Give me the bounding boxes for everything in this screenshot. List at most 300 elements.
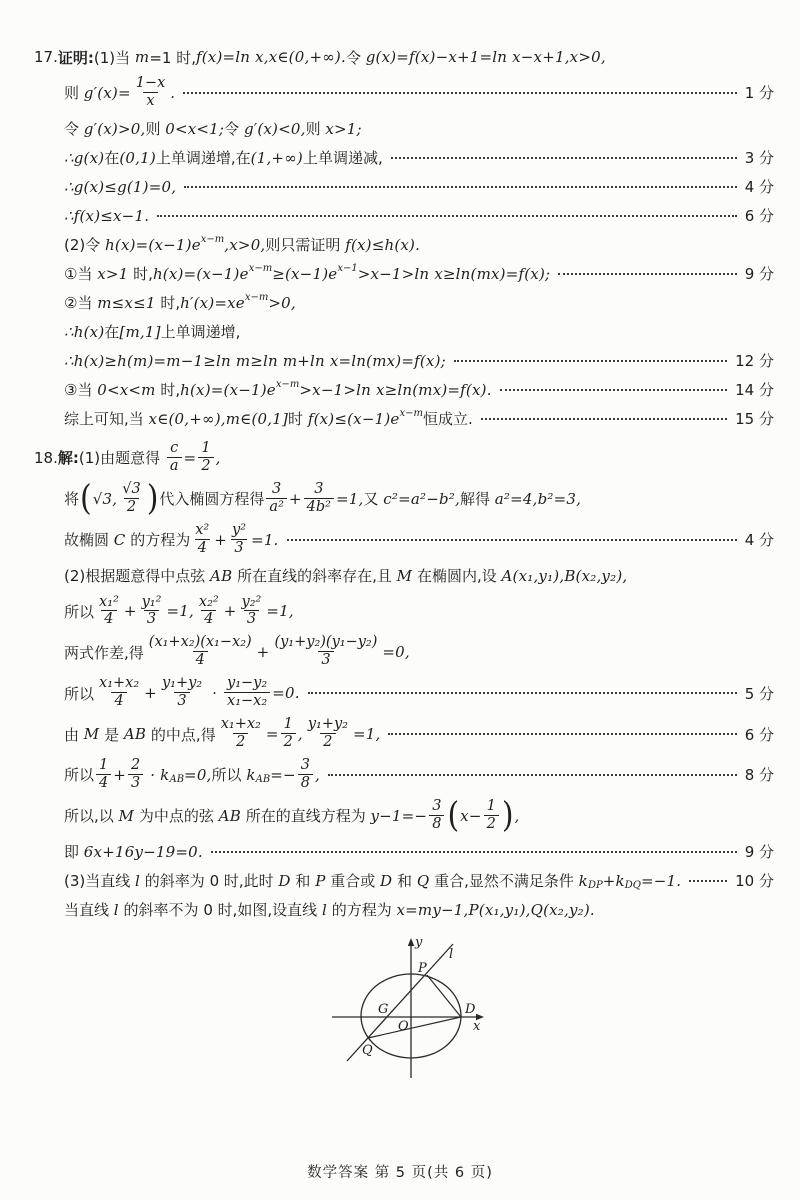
math-run: , bbox=[215, 448, 221, 467]
label-D: D bbox=[465, 1001, 476, 1017]
fraction-numerator: 3 bbox=[314, 480, 324, 497]
fraction bbox=[146, 635, 255, 669]
text-run: 恒成立. bbox=[422, 410, 473, 429]
solution-line bbox=[34, 117, 774, 141]
text-run: 将 bbox=[64, 490, 80, 509]
text-run: 是 bbox=[99, 725, 124, 744]
text-run: 又 bbox=[363, 490, 384, 509]
math-run: 6x+16y−19=0. bbox=[83, 842, 203, 861]
math-run: + bbox=[288, 489, 302, 508]
math-run: =1, bbox=[336, 489, 364, 508]
math-run: + bbox=[113, 765, 127, 784]
text-run: (1)由题意得 bbox=[78, 449, 165, 468]
math-run: =1, bbox=[166, 602, 194, 621]
fraction-denominator: 4 bbox=[201, 610, 216, 628]
math-run: D bbox=[278, 871, 291, 890]
fraction bbox=[96, 758, 111, 792]
fraction bbox=[239, 595, 265, 629]
math-run: m≤x≤1 bbox=[97, 293, 156, 312]
fraction bbox=[167, 441, 182, 475]
big-paren: ) bbox=[501, 795, 514, 836]
text-run: 所以 bbox=[64, 684, 95, 703]
text-run: 所在直线的斜率存在,且 bbox=[232, 567, 397, 585]
fraction-denominator: 3 bbox=[144, 610, 159, 628]
score-mark: 6 分 bbox=[744, 207, 774, 226]
dotted-leader bbox=[481, 418, 727, 420]
math-run: P bbox=[315, 871, 326, 890]
dotted-leader bbox=[211, 851, 737, 853]
math-run: x>1 bbox=[97, 264, 129, 283]
fraction bbox=[218, 717, 264, 751]
bold-label: 解: bbox=[57, 449, 79, 468]
fraction-numerator: x₁+x₂ bbox=[99, 675, 140, 692]
fraction-numerator: y² bbox=[232, 521, 247, 538]
text-run: 令 bbox=[345, 48, 366, 67]
text-run: 时, bbox=[155, 381, 181, 400]
math-run: (0,1) bbox=[119, 148, 156, 167]
score-mark: 1 分 bbox=[744, 84, 774, 103]
fraction-numerator: x₁² bbox=[99, 593, 119, 610]
math-run: l bbox=[135, 871, 141, 890]
text-run: (3)当直线 bbox=[64, 872, 136, 891]
math-run: (1,+∞) bbox=[250, 148, 303, 167]
bold-label: 证明: bbox=[57, 48, 94, 67]
fraction bbox=[139, 595, 165, 629]
text-run: 所以 bbox=[64, 602, 95, 621]
problem-17 bbox=[34, 45, 774, 431]
solution-line bbox=[34, 204, 774, 228]
math-run: + bbox=[123, 602, 137, 621]
dotted-leader bbox=[183, 92, 736, 94]
fraction-denominator: a bbox=[167, 457, 182, 475]
math-run: =1. bbox=[251, 530, 279, 549]
fraction-numerator: (x₁+x₂)(x₁−x₂) bbox=[148, 634, 252, 651]
math-run: =0, bbox=[184, 765, 212, 784]
dotted-leader bbox=[388, 733, 736, 735]
math-run: [m,1] bbox=[119, 322, 161, 341]
math-run: ∴h(x) bbox=[64, 322, 105, 341]
fraction bbox=[266, 482, 286, 516]
math-run: =0. bbox=[272, 684, 300, 703]
text-run: 上单调递减, bbox=[302, 149, 383, 168]
text-run: 则只需证明 bbox=[265, 236, 346, 255]
math-run: g(x)=f(x)−x+1=ln x−x+1,x>0, bbox=[365, 48, 606, 66]
dotted-leader bbox=[328, 774, 737, 776]
fraction-denominator: 8 bbox=[429, 815, 444, 833]
superscript: x−m bbox=[244, 292, 269, 304]
fraction bbox=[128, 758, 143, 792]
math-run: M bbox=[83, 725, 100, 744]
text-run: 代入椭圆方程得 bbox=[159, 490, 265, 509]
fraction bbox=[119, 482, 143, 516]
ellipse-diagram-svg bbox=[314, 932, 494, 1082]
math-run: AB bbox=[218, 806, 241, 825]
solution-line bbox=[34, 441, 774, 475]
math-run: AB bbox=[123, 725, 147, 744]
math-run: + bbox=[214, 530, 228, 549]
fraction-numerator: 3 bbox=[272, 480, 282, 497]
segment-DP bbox=[427, 975, 461, 1017]
text-run: 上单调递增,在 bbox=[155, 149, 251, 168]
math-run: k bbox=[578, 871, 588, 890]
math-run: h(x)=(x−1)e bbox=[180, 380, 276, 399]
math-run: ∴f(x)≤x−1. bbox=[64, 206, 150, 225]
text-run: 的方程为 bbox=[125, 531, 191, 550]
math-run: x− bbox=[460, 806, 482, 825]
score-mark: 3 分 bbox=[744, 149, 774, 168]
text-run: ②当 bbox=[64, 294, 98, 313]
math-run: =0, bbox=[382, 643, 410, 662]
solution-line bbox=[34, 291, 774, 315]
math-run: ∴h(x)≥h(m)=m−1≥ln m≥ln m+ln x=ln(mx)=f(x); bbox=[64, 351, 446, 370]
solution-line bbox=[34, 175, 774, 199]
fraction-denominator: 2 bbox=[281, 733, 296, 751]
math-run: M bbox=[396, 566, 413, 585]
fraction-numerator: √3 bbox=[122, 480, 141, 497]
fraction-numerator: x₁+x₂ bbox=[220, 716, 261, 733]
fraction-denominator: 4 bbox=[101, 610, 116, 628]
fraction bbox=[429, 799, 444, 833]
solution-line bbox=[34, 595, 774, 629]
text-run: 即 bbox=[64, 843, 84, 862]
math-run: AB bbox=[210, 566, 233, 585]
text-run: 故椭圆 bbox=[64, 531, 114, 550]
solution-line bbox=[34, 795, 774, 836]
dotted-leader bbox=[157, 215, 737, 217]
math-run: g′(x)<0, bbox=[243, 119, 306, 138]
math-run: >x−1>ln x≥ln(mx)=f(x); bbox=[357, 264, 551, 283]
fraction-numerator: 3 bbox=[300, 757, 310, 773]
fraction-denominator: 3 bbox=[174, 692, 189, 710]
math-run: . bbox=[170, 83, 176, 102]
math-run: , bbox=[297, 725, 303, 744]
text-run: 17. bbox=[34, 48, 58, 66]
score-mark: 10 分 bbox=[735, 872, 774, 891]
fraction-denominator: 2 bbox=[320, 733, 335, 751]
text-run: =1 时, bbox=[149, 48, 196, 67]
solution-line bbox=[34, 233, 774, 257]
subscript: AB bbox=[169, 773, 185, 785]
math-run: Q bbox=[416, 871, 430, 890]
fraction-numerator: 1 bbox=[201, 439, 211, 456]
ellipse-figure bbox=[34, 932, 774, 1082]
text-run: 为中点的弦 bbox=[134, 807, 219, 826]
math-run: x>1; bbox=[325, 119, 362, 138]
subscript: AB bbox=[255, 773, 271, 785]
dotted-leader bbox=[500, 389, 727, 391]
math-run: = bbox=[183, 448, 197, 467]
math-run: 0<x<1; bbox=[165, 119, 225, 138]
text-run: (2)令 bbox=[64, 236, 106, 255]
math-run: = bbox=[265, 725, 279, 744]
math-run: ∴g(x)≤g(1)=0, bbox=[64, 177, 177, 196]
fraction-numerator: 1 bbox=[283, 716, 293, 733]
big-paren: ( bbox=[80, 477, 92, 519]
y-axis-arrow-icon bbox=[408, 938, 414, 946]
superscript: x−1 bbox=[337, 263, 358, 275]
text-run: 所以,以 bbox=[64, 807, 119, 826]
fraction-denominator: 4 bbox=[96, 774, 111, 792]
text-run: 由 bbox=[64, 725, 84, 744]
text-run: 令 bbox=[224, 120, 244, 139]
fraction-denominator: 4 bbox=[111, 692, 126, 710]
fraction-denominator: 2 bbox=[198, 457, 213, 475]
math-run: f(x)≤(x−1)e bbox=[307, 409, 400, 428]
fraction bbox=[198, 441, 213, 475]
text-run: 则 bbox=[64, 84, 84, 103]
solution-line bbox=[34, 840, 774, 864]
math-run: x∈(0,+∞),m∈(0,1] bbox=[148, 409, 289, 428]
subscript: DQ bbox=[624, 879, 641, 891]
text-run: 上单调递增, bbox=[160, 323, 241, 342]
problem-18 bbox=[34, 441, 774, 922]
text-run: 重合或 bbox=[325, 872, 381, 891]
math-run: h′(x)=xe bbox=[180, 293, 245, 312]
math-run: >x−1>ln x≥ln(mx)=f(x). bbox=[299, 380, 492, 399]
label-Q: Q bbox=[362, 1042, 373, 1058]
math-run: k bbox=[246, 765, 256, 784]
math-run: + bbox=[256, 643, 270, 662]
text-run: 所在的直线方程为 bbox=[240, 807, 371, 826]
dotted-leader bbox=[391, 157, 737, 159]
solution-line bbox=[34, 717, 774, 751]
math-run: g′(x)>0, bbox=[83, 119, 146, 138]
fraction bbox=[281, 717, 296, 751]
label-l: l bbox=[449, 946, 454, 962]
math-run: h(x)=(x−1)e bbox=[105, 235, 201, 254]
text-run: ①当 bbox=[64, 265, 98, 284]
solution-line bbox=[34, 45, 774, 69]
text-run: 18. bbox=[34, 448, 58, 467]
fraction-numerator: c bbox=[170, 439, 179, 456]
math-run: l bbox=[113, 900, 119, 919]
dotted-leader bbox=[689, 880, 727, 882]
math-run: f(x)=ln x,x∈(0,+∞). bbox=[195, 48, 346, 66]
math-run: · k bbox=[145, 765, 170, 784]
fraction-numerator: 1−x bbox=[135, 75, 166, 91]
superscript: x−m bbox=[275, 379, 300, 391]
text-run: 则 bbox=[305, 120, 326, 139]
fraction bbox=[298, 758, 313, 792]
fraction-denominator: 8 bbox=[298, 774, 313, 792]
superscript: x−m bbox=[200, 234, 225, 246]
text-run: 两式作差,得 bbox=[64, 643, 144, 662]
text-run: 重合,显然不满足条件 bbox=[429, 872, 579, 891]
fraction bbox=[484, 799, 499, 833]
math-run: 0<x<m bbox=[97, 380, 156, 399]
fraction-denominator: x bbox=[143, 92, 157, 110]
fraction-denominator: 3 bbox=[231, 539, 246, 557]
math-run: , bbox=[514, 806, 520, 825]
solution-line bbox=[34, 635, 774, 669]
text-run: 当直线 bbox=[64, 901, 114, 920]
solution-line bbox=[34, 477, 774, 519]
score-mark: 12 分 bbox=[735, 352, 774, 371]
fraction-denominator: x₁−x₂ bbox=[224, 692, 270, 710]
text-run: 所以 bbox=[211, 766, 247, 785]
fraction-denominator: 2 bbox=[233, 733, 248, 751]
big-paren: ) bbox=[146, 477, 159, 519]
fraction-numerator: x₂² bbox=[198, 593, 219, 610]
label-x: x bbox=[473, 1018, 481, 1034]
solution-line bbox=[34, 898, 774, 922]
fraction-numerator: y₁+y₂ bbox=[161, 675, 203, 692]
math-run: + bbox=[223, 602, 237, 621]
text-run: 和 bbox=[290, 872, 316, 891]
score-mark: 15 分 bbox=[735, 410, 774, 429]
score-mark: 9 分 bbox=[744, 265, 774, 284]
fraction bbox=[224, 676, 270, 710]
solution-line bbox=[34, 349, 774, 373]
page-footer: 数学答案 第 5 页(共 6 页) bbox=[307, 1165, 493, 1181]
text-run: 时, bbox=[155, 294, 181, 313]
superscript: x−m bbox=[248, 263, 273, 275]
subscript: DP bbox=[587, 879, 603, 891]
math-run: +k bbox=[602, 871, 625, 890]
solution-line bbox=[34, 146, 774, 170]
label-O: O bbox=[398, 1018, 409, 1034]
score-mark: 14 分 bbox=[735, 381, 774, 400]
fraction-numerator: y₁+y₂ bbox=[307, 716, 348, 733]
fraction-numerator: 1 bbox=[99, 757, 109, 773]
fraction-denominator: 4b² bbox=[304, 498, 334, 516]
text-run: 在椭圆内,设 bbox=[412, 567, 502, 585]
math-run: =1, bbox=[266, 602, 294, 621]
math-run: x=my−1,P(x₁,y₁),Q(x₂,y₂). bbox=[396, 900, 595, 919]
solution-line bbox=[34, 869, 774, 893]
text-run: 的方程为 bbox=[326, 901, 397, 920]
text-run: ③当 bbox=[64, 381, 98, 400]
text-run: 时, bbox=[128, 265, 153, 284]
score-mark: 6 分 bbox=[744, 725, 774, 744]
superscript: x−m bbox=[399, 408, 423, 420]
text-run: 的斜率为 0 时,此时 bbox=[140, 872, 279, 891]
fraction bbox=[305, 717, 351, 751]
fraction-numerator: y₁² bbox=[141, 593, 162, 610]
fraction-numerator: 2 bbox=[131, 757, 141, 773]
text-run: 在 bbox=[104, 323, 120, 342]
fraction-denominator: 3 bbox=[318, 651, 333, 669]
math-run: l bbox=[321, 900, 327, 919]
fraction-denominator: 4 bbox=[193, 651, 208, 669]
fraction bbox=[229, 523, 249, 557]
fraction bbox=[133, 76, 169, 110]
math-run: m bbox=[134, 48, 150, 66]
score-mark: 4 分 bbox=[744, 178, 774, 197]
fraction bbox=[159, 676, 205, 710]
dotted-leader bbox=[184, 186, 736, 188]
label-G: G bbox=[378, 1001, 389, 1017]
solution-line bbox=[34, 407, 774, 431]
solution-line bbox=[34, 676, 774, 710]
score-mark: 5 分 bbox=[744, 684, 774, 703]
math-run: =− bbox=[270, 765, 296, 784]
fraction-numerator: y₁−y₂ bbox=[227, 675, 268, 692]
fraction-numerator: 1 bbox=[486, 797, 496, 814]
fraction-numerator: y₂² bbox=[241, 593, 262, 610]
math-run: g′(x)= bbox=[83, 83, 131, 102]
math-run: C bbox=[113, 530, 126, 549]
fraction bbox=[96, 676, 142, 710]
score-mark: 4 分 bbox=[744, 531, 774, 550]
dotted-leader bbox=[287, 539, 737, 541]
math-run: >0, bbox=[268, 293, 296, 312]
fraction bbox=[192, 523, 212, 557]
label-y: y bbox=[415, 934, 423, 950]
math-run: + bbox=[144, 684, 157, 703]
fraction bbox=[271, 635, 380, 669]
text-run: 综上可知,当 bbox=[64, 410, 149, 429]
fraction-denominator: 3 bbox=[244, 610, 259, 628]
math-run: D bbox=[380, 871, 393, 890]
text-run: 所以 bbox=[64, 766, 95, 785]
text-run: 和 bbox=[392, 872, 417, 891]
dotted-leader bbox=[558, 273, 736, 275]
solution-line bbox=[34, 564, 774, 588]
text-run: 则 bbox=[145, 120, 166, 139]
math-run: =1, bbox=[353, 725, 381, 744]
fraction bbox=[96, 595, 122, 629]
fraction-denominator: a² bbox=[266, 498, 286, 516]
segment-DQ bbox=[368, 1017, 461, 1038]
math-run: M bbox=[118, 806, 135, 825]
math-run: f(x)≤h(x). bbox=[345, 235, 421, 254]
text-run: 的斜率不为 0 时,如图,设直线 bbox=[118, 901, 322, 920]
text-run: 在 bbox=[104, 149, 120, 168]
math-run: h(x)=(x−1)e bbox=[152, 264, 249, 283]
math-run: =−1. bbox=[640, 871, 682, 890]
solution-line bbox=[34, 320, 774, 344]
math-run: a²=4,b²=3, bbox=[494, 489, 582, 508]
fraction-denominator: 2 bbox=[484, 815, 499, 833]
solution-line bbox=[34, 262, 774, 286]
text-run: 解得 bbox=[459, 490, 495, 509]
fraction-denominator: 2 bbox=[124, 498, 139, 516]
label-P: P bbox=[418, 960, 427, 976]
math-run: c²=a²−b², bbox=[383, 489, 460, 508]
solution-line bbox=[34, 523, 774, 557]
text-run: 令 bbox=[64, 120, 84, 139]
text-run: (1)当 bbox=[93, 48, 135, 67]
solution-line bbox=[34, 76, 774, 110]
text-run: 的中点,得 bbox=[146, 725, 216, 744]
math-run: ,x>0, bbox=[224, 235, 266, 254]
fraction-numerator: (y₁+y₂)(y₁−y₂) bbox=[274, 634, 378, 651]
fraction-numerator: x² bbox=[195, 521, 210, 538]
text-run: (2)根据题意得中点弦 bbox=[64, 567, 211, 585]
solution-line bbox=[34, 758, 774, 792]
big-paren: ( bbox=[447, 795, 460, 836]
fraction bbox=[196, 595, 222, 629]
solution-line bbox=[34, 378, 774, 402]
math-run: , bbox=[314, 765, 320, 784]
math-run: A(x₁,y₁),B(x₂,y₂), bbox=[501, 566, 628, 585]
dotted-leader bbox=[308, 692, 737, 694]
fraction bbox=[304, 482, 334, 516]
fraction-denominator: 3 bbox=[128, 774, 143, 792]
math-run: ∴g(x) bbox=[64, 148, 105, 167]
math-run: ≥(x−1)e bbox=[272, 264, 338, 283]
text-run: 时 bbox=[288, 410, 308, 429]
math-run: √3, bbox=[92, 489, 118, 508]
dotted-leader bbox=[454, 360, 727, 362]
math-run: · bbox=[207, 684, 223, 703]
score-mark: 8 分 bbox=[744, 766, 774, 785]
fraction-numerator: 3 bbox=[432, 797, 442, 814]
fraction-denominator: 4 bbox=[195, 539, 210, 557]
math-run: y−1=− bbox=[370, 806, 428, 825]
score-mark: 9 分 bbox=[744, 843, 774, 862]
